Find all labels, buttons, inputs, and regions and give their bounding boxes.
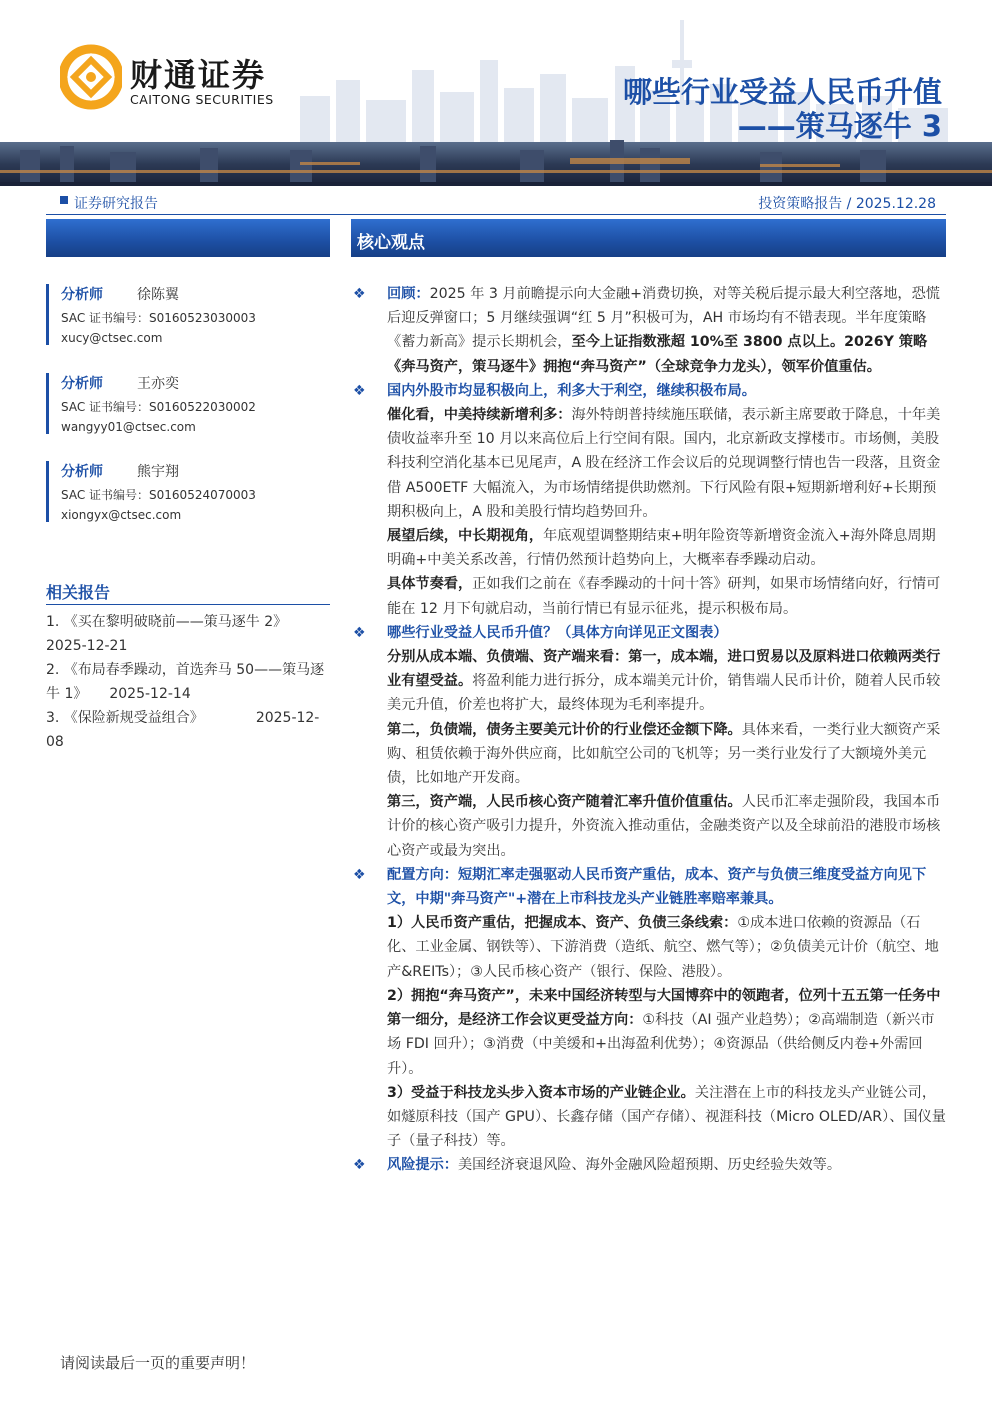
rmb-bullet	[351, 621, 946, 645]
analyst-sac: SAC 证书编号：S0160524070003	[61, 488, 256, 502]
paragraph-text: ①科技（AI 强产业趋势）；②高端制造（新兴市场 FDI 回升）；③消费（中美缓和+出海盈利优势）；④资源品（供给侧反内卷+外需回升）。	[387, 1012, 935, 1077]
bullet-heading: 国内外股市均显积极向上，利多大于利空，继续积极布局。	[387, 382, 756, 399]
related-reports-title: 相关报告	[46, 583, 111, 602]
paragraph-text: 人民币汇率走强阶段，我国本币计价的核心资产吸引力提升，外资流入推动重估，金融类资产以及全球前沿的港股市场核心资产或最为突出。	[387, 794, 941, 859]
analyst-name: 王亦奕	[137, 376, 179, 392]
paragraph	[351, 984, 946, 1081]
analyst-card	[46, 373, 345, 434]
diamond-bullet-icon: ❖	[353, 624, 366, 641]
bullet-label: 风险提示：	[387, 1157, 458, 1174]
report-subtitle: ——策马逐牛 3	[737, 109, 942, 143]
analyst-name: 熊宇翔	[137, 464, 179, 480]
related-report-item[interactable]	[46, 706, 336, 754]
paragraph	[351, 403, 946, 524]
sidebar-header-bar	[46, 219, 330, 257]
analyst-role: 分析师	[61, 464, 103, 480]
diamond-bullet-icon: ❖	[353, 866, 366, 883]
related-report-date: 2025-12-14	[109, 686, 191, 702]
analyst-email[interactable]: xiongyx@ctsec.com	[61, 508, 182, 522]
related-report-item[interactable]	[46, 658, 336, 706]
core-view-title: 核心观点	[357, 233, 425, 253]
analyst-role: 分析师	[61, 376, 103, 392]
bullet-label: 回顾：	[387, 286, 430, 302]
logo-chinese-name: 财通证券	[130, 56, 267, 94]
square-bullet-icon	[60, 196, 68, 204]
header-divider	[46, 214, 946, 215]
core-view-content	[351, 282, 946, 1178]
bullet-heading: 配置方向：短期汇率走强驱动人民币资产重估，成本、资产与负债三维度受益方向见下文，中期"奔马资产"+潜在上市科技龙头产业链胜率赔率兼具。	[387, 866, 927, 908]
paragraph-lead: 1）人民币资产重估，把握成本、资产、负债三条线索：	[387, 915, 738, 932]
report-category-label: 证券研究报告	[74, 196, 158, 212]
related-report-name: 3. 《保险新规受益组合》	[46, 710, 204, 726]
analyst-sac: SAC 证书编号：S0160522030002	[61, 400, 256, 414]
paragraph	[351, 718, 946, 791]
analyst-email[interactable]: wangyy01@ctsec.com	[61, 420, 196, 434]
paragraph-text: 将盈利能力进行拆分，成本端美元计价，销售端人民币计价，随着人民币较美元升值，价差也将扩大，最终体现为毛利率提升。	[387, 673, 941, 714]
paragraph-lead: 第三，资产端，人民币核心资产随着汇率升值价值重估。	[387, 794, 742, 811]
logo-english-name: CAITONG SECURITIES	[130, 92, 274, 107]
paragraph	[351, 1081, 946, 1154]
caitong-logo-icon	[60, 44, 122, 110]
report-header	[0, 0, 992, 186]
paragraph-text: 年底观望调整期结束+明年险资等新增资金流入+海外降息周期明确+中美关系改善，行情仍然预计趋势向上，大概率春季躁动启动。	[387, 528, 936, 569]
bullet-bold-text: 至今上证指数涨超 10%至 3800 点以上。2026Y 策略《奔马资产，策马逐牛》拥抱“奔马资产”（全球竞争力龙头），领军价值重估。	[387, 334, 928, 375]
paragraph-lead: 第二，负债端，债务主要美元计价的行业偿还金额下降。	[387, 721, 742, 738]
paragraph-text: ①成本进口依赖的资源品（石化、工业金属、钢铁等）、下游消费（造纸、航空、燃气等）；②负债美元计价（航空、地产&REITs）；③人民币核心资产（银行、保险、港股）。	[387, 915, 939, 980]
paragraph-text: 具体来看，一类行业大额资产采购、租赁依赖于海外供应商，比如航空公司的飞机等；另一类行业发行了大额境外美元债，比如地产开发商。	[387, 721, 941, 787]
paragraph	[351, 790, 946, 863]
related-report-date: 2025-12-08	[46, 710, 320, 750]
paragraph-text: 正如我们之前在《春季躁动的十问十答》研判，如果市场情绪向好，行情可能在 12 月下旬就启动，当前行情已有显示征兆，提示积极布局。	[387, 576, 941, 617]
paragraph-lead: 展望后续，中长期视角，	[387, 528, 544, 545]
core-view-bar	[351, 219, 946, 257]
analyst-card	[46, 461, 345, 522]
paragraph	[351, 645, 946, 718]
related-reports-list	[46, 610, 336, 754]
disclaimer-note: 请阅读最后一页的重要声明！	[60, 1354, 256, 1372]
diamond-bullet-icon: ❖	[353, 1157, 366, 1174]
related-report-name: 1. 《买在黎明破晓前——策马逐牛 2》	[46, 614, 288, 630]
paragraph-lead: 3）受益于科技龙头步入资本市场的产业链企业。	[387, 1084, 695, 1101]
paragraph-lead: 催化看，中美持续新增利多：	[387, 407, 572, 424]
review-bullet	[351, 282, 946, 379]
related-report-date: 2025-12-21	[46, 638, 128, 654]
allocation-bullet	[351, 863, 946, 911]
bullet-text: 2025 年 3 月前瞻提示向大金融+消费切换，对等关税后提示最大利空落地，恐慌后迎反弹窗口；5 月继续强调“红 5 月”积极可为，AH 市场均有不错表现。半年度策略《蓄力新高》提示长期机会，	[387, 286, 940, 351]
market-bullet	[351, 379, 946, 403]
related-report-name: 2. 《布局春季躁动，首选奔马 50——策马逐牛 1》	[46, 662, 325, 702]
paragraph-text: 海外特朗普持续施压联储，表示新主席要敢于降息，十年美债收益率升至 10 月以来高位后上行空间有限。国内，北京新政支撑楼市。市场侧，美股科技利空消化基本已见尾声，A 股在经济工作会议后的兑现调整行情也告一段落，且资金借 A500ETF 大幅流入，为市场情绪提供助燃剂。下行风险有限+短期新增利好+长期预期积极向上，A 股和美股行情均趋势回升。	[387, 407, 941, 520]
analyst-email[interactable]: xucy@ctsec.com	[61, 331, 163, 345]
paragraph	[351, 572, 946, 620]
company-logo	[60, 44, 300, 114]
paragraph-lead: 具体节奏看，	[387, 576, 473, 593]
related-report-item[interactable]	[46, 610, 336, 658]
paragraph	[351, 911, 946, 984]
analyst-name: 徐陈翼	[137, 287, 179, 303]
bullet-heading: 哪些行业受益人民币升值？（具体方向详见正文图表）	[387, 624, 728, 641]
report-title: 哪些行业受益人民币升值	[622, 75, 942, 109]
risk-bullet	[351, 1153, 946, 1177]
report-type-date: 投资策略报告 / 2025.12.28	[758, 196, 936, 212]
analyst-card	[46, 284, 345, 345]
paragraph	[351, 524, 946, 572]
paragraph-lead: 分别从成本端、负债端、资产端来看：第一，成本端，进口贸易以及原料进口依赖两类行业有望受益。	[387, 649, 941, 690]
diamond-bullet-icon: ❖	[353, 286, 366, 302]
bullet-text: 美国经济衰退风险、海外金融风险超预期、历史经验失效等。	[457, 1157, 842, 1174]
report-category	[60, 193, 158, 213]
analyst-role: 分析师	[61, 287, 103, 303]
diamond-bullet-icon: ❖	[353, 382, 366, 399]
paragraph-lead: 2）拥抱“奔马资产”，未来中国经济转型与大国博弈中的领跑者，位列十五五第一任务中第一细分，是经济工作会议更受益方向：	[387, 987, 941, 1029]
paragraph-text: 关注潜在上市的科技龙头产业链公司，如燧原科技（国产 GPU）、长鑫存储（国产存储）、视涯科技（Micro OLED/AR）、国仪量子（量子科技）等。	[387, 1084, 946, 1150]
analyst-sac: SAC 证书编号：S0160523030003	[61, 311, 256, 325]
subheader-row	[0, 193, 992, 215]
related-divider	[46, 604, 330, 605]
